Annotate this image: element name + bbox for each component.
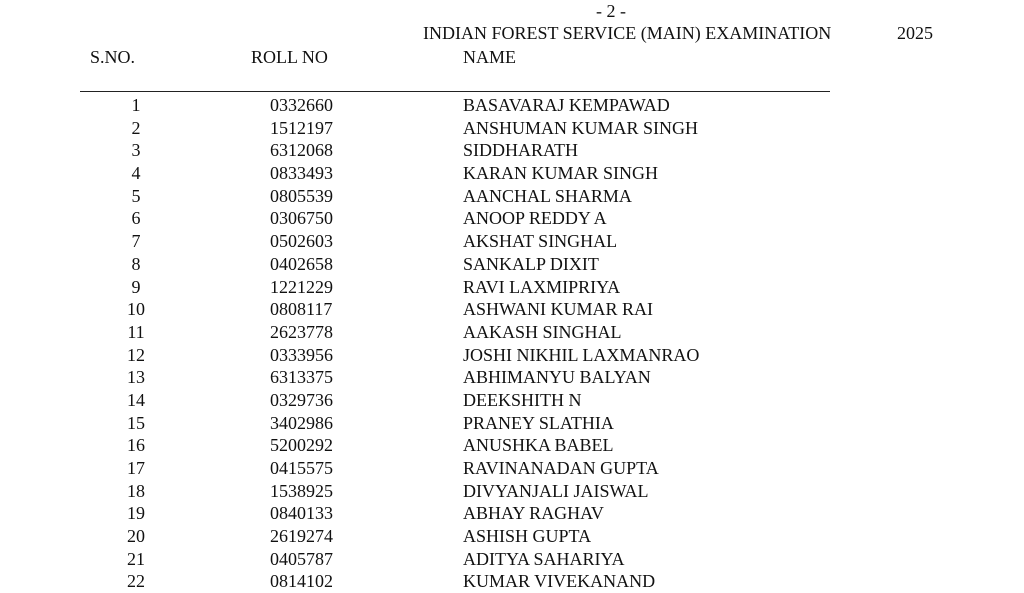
row-roll-no: 1512197 (270, 117, 333, 138)
row-name: ABHAY RAGHAV (463, 503, 604, 524)
row-sno: 16 (127, 435, 145, 456)
row-name: DIVYANJALI JAISWAL (463, 480, 649, 501)
row-roll-no: 6313375 (270, 367, 333, 388)
row-name: ANUSHKA BABEL (463, 435, 614, 456)
row-name: ANOOP REDDY A (463, 208, 607, 229)
row-name: ABHIMANYU BALYAN (463, 367, 651, 388)
column-header-sno: S.NO. (90, 47, 136, 67)
table-row (0, 412, 1024, 435)
row-roll-no: 0808117 (270, 299, 333, 320)
table-row (0, 389, 1024, 412)
table-row (0, 321, 1024, 344)
table-row (0, 298, 1024, 321)
row-sno: 15 (127, 412, 145, 433)
table-row (0, 366, 1024, 389)
row-roll-no: 0805539 (270, 185, 333, 206)
row-name: SIDDHARATH (463, 140, 579, 161)
row-roll-no: 0833493 (270, 163, 333, 184)
row-name: AAKASH SINGHAL (463, 321, 622, 342)
row-name: ANSHUMAN KUMAR SINGH (463, 117, 699, 138)
table-row (0, 480, 1024, 503)
row-name: BASAVARAJ KEMPAWAD (463, 95, 670, 115)
row-roll-no: 0402658 (270, 253, 333, 274)
table-row (0, 139, 1024, 162)
row-sno: 9 (131, 276, 141, 297)
row-name: RAVI LAXMIPRIYA (463, 276, 621, 297)
row-sno: 17 (127, 458, 145, 478)
table-row (0, 117, 1024, 140)
row-name: KUMAR VIVEKANAND (463, 571, 656, 592)
row-name: ASHISH GUPTA (463, 526, 592, 547)
page-number-text: - 2 - (596, 1, 626, 21)
row-sno: 5 (131, 185, 141, 206)
table-row (0, 344, 1024, 367)
row-name: ASHWANI KUMAR RAI (463, 299, 654, 320)
table-row (0, 457, 1024, 480)
row-name: DEEKSHITH N (463, 389, 582, 410)
table-row (0, 94, 1024, 117)
row-name: ADITYA SAHARIYA (463, 548, 625, 569)
table-row (0, 434, 1024, 457)
row-sno: 2 (131, 117, 141, 138)
row-name: RAVINANADAN GUPTA (463, 458, 659, 478)
row-roll-no: 5200292 (270, 435, 333, 456)
row-sno: 18 (127, 480, 145, 501)
row-name: KARAN KUMAR SINGH (463, 163, 659, 184)
row-sno: 12 (127, 344, 145, 365)
row-sno: 20 (127, 526, 145, 547)
row-sno: 6 (131, 208, 141, 229)
row-sno: 8 (131, 253, 141, 274)
table-row (0, 502, 1024, 525)
row-roll-no: 6312068 (270, 140, 333, 161)
row-roll-no: 0332660 (270, 95, 333, 115)
row-sno: 1 (131, 95, 141, 115)
row-roll-no: 0415575 (270, 458, 333, 478)
row-name: JOSHI NIKHIL LAXMANRAO (463, 344, 700, 365)
table-row (0, 570, 1024, 593)
row-roll-no: 0814102 (270, 571, 333, 592)
row-roll-no: 3402986 (270, 412, 333, 433)
column-header-roll-no: ROLL NO (251, 47, 328, 67)
row-roll-no: 0840133 (270, 503, 333, 524)
header-divider (80, 91, 830, 92)
row-roll-no: 0502603 (270, 231, 333, 252)
column-header-name: NAME (463, 47, 516, 67)
row-roll-no: 2619274 (270, 526, 333, 547)
row-sno: 22 (127, 571, 145, 592)
table-row (0, 185, 1024, 208)
row-roll-no: 2623778 (270, 321, 333, 342)
table-row (0, 276, 1024, 299)
row-roll-no: 0329736 (270, 389, 333, 410)
row-sno: 13 (127, 367, 145, 388)
row-name: SANKALP DIXIT (463, 253, 599, 274)
results-list (0, 94, 1024, 593)
row-sno: 21 (127, 548, 145, 569)
table-row (0, 548, 1024, 571)
row-sno: 10 (127, 299, 145, 320)
table-row (0, 230, 1024, 253)
row-roll-no: 0306750 (270, 208, 333, 229)
row-sno: 7 (131, 231, 141, 252)
table-row (0, 162, 1024, 185)
row-roll-no: 0405787 (270, 548, 333, 569)
row-roll-no: 1221229 (270, 276, 333, 297)
row-sno: 19 (127, 503, 145, 524)
row-sno: 4 (131, 163, 141, 184)
row-roll-no: 0333956 (270, 344, 333, 365)
row-roll-no: 1538925 (270, 480, 333, 501)
table-row (0, 253, 1024, 276)
row-name: AKSHAT SINGHAL (463, 231, 618, 252)
row-sno: 3 (131, 140, 141, 161)
row-name: PRANEY SLATHIA (463, 412, 614, 433)
row-sno: 14 (127, 389, 145, 410)
row-name: AANCHAL SHARMA (463, 185, 632, 206)
row-sno: 11 (127, 321, 145, 342)
exam-year: 2025 (897, 23, 933, 43)
exam-title: INDIAN FOREST SERVICE (MAIN) EXAMINATION (423, 23, 832, 43)
table-row (0, 207, 1024, 230)
table-row (0, 525, 1024, 548)
